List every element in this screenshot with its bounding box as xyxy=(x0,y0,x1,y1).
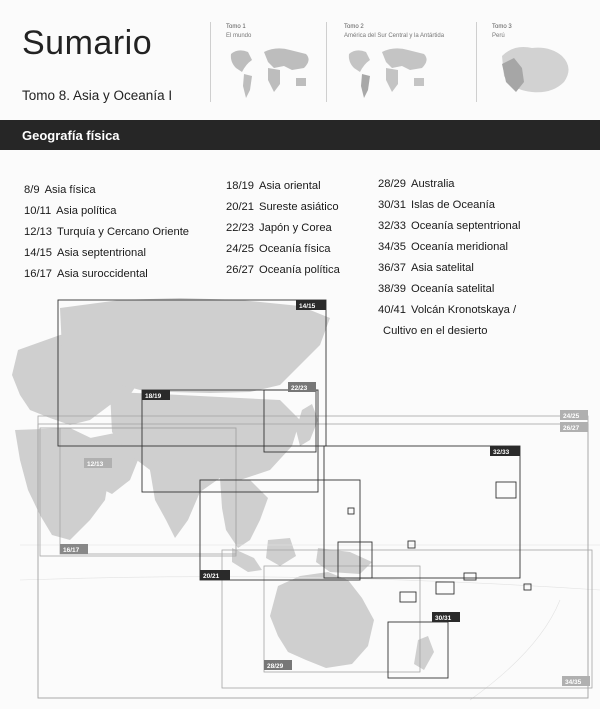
toc-label: Volcán Kronotskaya / xyxy=(411,304,517,316)
land-new-zealand xyxy=(414,636,434,670)
toc-label: Turquía y Cercano Oriente xyxy=(57,226,190,238)
toc-pages: 18/19 xyxy=(226,180,254,192)
tag-label: 28/29 xyxy=(267,663,284,670)
tag-26-27[interactable] xyxy=(560,422,588,432)
tag-label: 26/27 xyxy=(563,425,580,432)
frame-small-b xyxy=(496,482,516,498)
toc-label: Islas de Oceanía xyxy=(411,199,495,211)
tag-22-23[interactable] xyxy=(288,382,316,392)
tag-label: 18/19 xyxy=(145,393,162,400)
tag-24-25[interactable] xyxy=(560,410,588,420)
land-australia xyxy=(270,572,374,668)
toc-pages: 34/35 xyxy=(378,241,406,253)
tag-label: 30/31 xyxy=(435,615,452,622)
toc-label: Australia xyxy=(411,178,455,190)
frame-small-h xyxy=(524,584,531,590)
tag-34-35[interactable] xyxy=(562,676,590,686)
land-island xyxy=(496,484,512,498)
toc-label: Japón y Corea xyxy=(259,222,332,234)
toc-pages: 26/27 xyxy=(226,264,254,276)
toc-label: Oceanía septentrional xyxy=(411,220,521,232)
volume-label: Tomo 3 xyxy=(492,24,512,30)
toc-pages: 16/17 xyxy=(24,268,52,280)
tag-16-17[interactable] xyxy=(60,544,88,554)
toc-label: Oceanía satelital xyxy=(411,283,495,295)
frame-small-c xyxy=(348,508,354,514)
toc-label: Asia oriental xyxy=(259,180,321,192)
frame-small-g xyxy=(400,592,416,602)
tag-28-29[interactable] xyxy=(264,660,292,670)
toc-pages: 8/9 xyxy=(24,184,40,196)
tag-label: 34/35 xyxy=(565,679,582,686)
toc-pages: 36/37 xyxy=(378,262,406,274)
tag-32-33[interactable] xyxy=(490,446,520,456)
toc-pages: 10/11 xyxy=(24,205,52,217)
tag-label: 32/33 xyxy=(493,449,510,456)
toc-label: Asia política xyxy=(56,205,117,217)
tag-label: 12/13 xyxy=(87,461,104,468)
land-se-asia xyxy=(220,478,268,548)
page-title: Sumario xyxy=(22,24,153,62)
land-sumatra xyxy=(232,548,262,572)
volume-label: Tomo 2 xyxy=(344,24,364,30)
tag-label: 16/17 xyxy=(63,547,80,554)
tag-30-31[interactable] xyxy=(432,612,460,622)
toc-pages: 24/25 xyxy=(226,243,254,255)
land-borneo xyxy=(266,538,296,566)
toc-pages: 38/39 xyxy=(378,283,406,295)
toc-pages: 22/23 xyxy=(226,222,254,234)
tag-18-19[interactable] xyxy=(142,390,170,400)
volume-subtitle: Tomo 8. Asia y Oceanía I xyxy=(22,88,173,103)
toc-pages: 28/29 xyxy=(378,178,406,190)
tag-label: 24/25 xyxy=(563,413,580,420)
toc-label: Oceanía física xyxy=(259,243,331,255)
toc-label: Oceanía política xyxy=(259,264,340,276)
toc-pages: 20/21 xyxy=(226,201,254,213)
section-title: Geografía física xyxy=(22,128,120,143)
volume-sublabel: Perú xyxy=(492,33,505,39)
tag-12-13[interactable] xyxy=(84,458,112,468)
toc-pages: 14/15 xyxy=(24,247,52,259)
tag-label: 20/21 xyxy=(203,573,220,580)
volume-sublabel: América del Sur Central y la Antártida xyxy=(344,33,445,39)
tag-label: 22/23 xyxy=(291,385,308,392)
frame-small-e xyxy=(464,573,476,580)
tag-14-15[interactable] xyxy=(296,300,326,310)
toc-label: Cultivo en el desierto xyxy=(383,325,488,337)
toc-label: Asia suroccidental xyxy=(57,268,148,280)
toc-label: Oceanía meridional xyxy=(411,241,509,253)
tag-20-21[interactable] xyxy=(200,570,230,580)
frame-small-d xyxy=(408,541,415,548)
toc-label: Asia física xyxy=(44,184,96,196)
toc-pages: 40/41 xyxy=(378,304,406,316)
toc-pages: 12/13 xyxy=(24,226,52,238)
toc-pages: 32/33 xyxy=(378,220,406,232)
toc-label: Asia satelital xyxy=(411,262,474,274)
toc-pages: 30/31 xyxy=(378,199,406,211)
volume-label: Tomo 1 xyxy=(226,24,246,30)
volume-sublabel: El mundo xyxy=(226,33,252,39)
frame-small-f xyxy=(436,582,454,594)
land-japan xyxy=(296,404,318,446)
land-siberia xyxy=(60,298,330,393)
land-central-asia xyxy=(110,392,300,520)
toc-label: Sureste asiático xyxy=(259,201,339,213)
tag-label: 14/15 xyxy=(299,303,316,310)
toc-label: Asia septentrional xyxy=(57,247,146,259)
